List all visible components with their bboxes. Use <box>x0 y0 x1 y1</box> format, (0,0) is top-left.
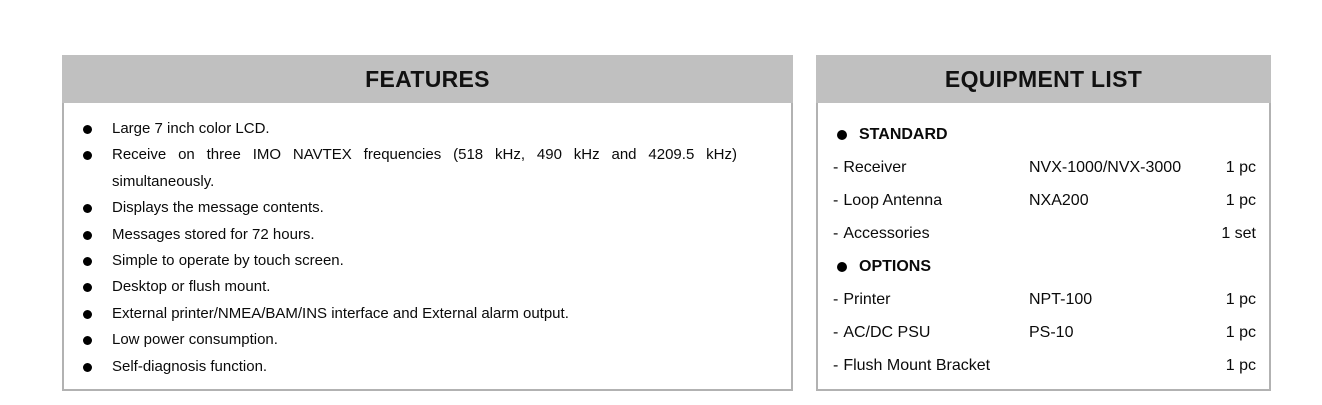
feature-item <box>64 195 771 221</box>
item-dash: - <box>833 224 839 242</box>
feature-text: Low power consumption. <box>112 331 278 349</box>
item-qty: 1 pc <box>1225 191 1256 209</box>
item-qty: 1 pc <box>1225 158 1256 176</box>
item-name-cell <box>833 159 1029 177</box>
item-name-cell <box>833 291 1029 309</box>
features-header <box>62 55 793 103</box>
feature-item <box>64 301 771 327</box>
feature-item <box>64 142 771 195</box>
feature-text: Large 7 inch color LCD. <box>112 120 270 137</box>
equipment-section-standard <box>833 118 1256 151</box>
bullet-icon <box>83 336 92 345</box>
bullet-icon <box>83 231 92 240</box>
feature-text: Simple to operate by touch screen. <box>112 252 344 270</box>
feature-text: Receive on three IMO NAVTEX frequencies (518 kHz, 490 kHz and 4209.5 kHz) simultaneously. <box>112 146 737 190</box>
bullet-icon <box>83 151 92 160</box>
equipment-row <box>833 349 1256 382</box>
item-name: Accessories <box>843 224 930 242</box>
features-list <box>64 116 771 380</box>
item-dash: - <box>833 356 839 374</box>
equipment-body <box>816 103 1271 391</box>
item-model: NXA200 <box>1029 191 1089 209</box>
bullet-icon <box>83 257 92 266</box>
equipment-row <box>833 151 1256 184</box>
item-name: AC/DC PSU <box>843 323 931 341</box>
item-name: Receiver <box>843 158 907 176</box>
item-qty: 1 set <box>1221 224 1256 242</box>
bullet-icon <box>83 283 92 292</box>
item-qty: 1 pc <box>1225 290 1256 308</box>
bullet-icon <box>83 363 92 372</box>
feature-item <box>64 354 771 380</box>
item-name: Printer <box>843 290 891 308</box>
equipment-row <box>833 283 1256 316</box>
item-dash: - <box>833 158 839 176</box>
item-name-cell <box>833 192 1029 210</box>
bullet-icon <box>83 204 92 213</box>
features-panel <box>62 55 793 391</box>
equipment-section-options <box>833 250 1256 283</box>
feature-text: Desktop or flush mount. <box>112 278 271 296</box>
equipment-header <box>816 55 1271 103</box>
item-qty: 1 pc <box>1225 323 1256 341</box>
feature-item <box>64 327 771 353</box>
equipment-panel <box>816 55 1271 391</box>
equipment-title: EQUIPMENT LIST <box>944 65 1143 92</box>
section-label: OPTIONS <box>859 257 932 275</box>
features-body <box>62 103 793 391</box>
section-label: STANDARD <box>859 125 948 143</box>
feature-item <box>64 116 771 142</box>
item-name-cell <box>833 225 1029 243</box>
feature-text: Messages stored for 72 hours. <box>112 225 315 243</box>
equipment-row <box>833 217 1256 250</box>
features-title: FEATURES <box>365 65 490 92</box>
item-dash: - <box>833 323 839 341</box>
bullet-icon <box>837 130 847 140</box>
bullet-icon <box>83 310 92 319</box>
item-model: NPT-100 <box>1029 290 1093 308</box>
item-name: Loop Antenna <box>843 191 943 209</box>
bullet-icon <box>837 262 847 272</box>
feature-text: Self-diagnosis function. <box>112 357 268 375</box>
equipment-row <box>833 184 1256 217</box>
equipment-row <box>833 316 1256 349</box>
item-model: PS-10 <box>1029 323 1074 341</box>
feature-item <box>64 222 771 248</box>
item-dash: - <box>833 290 839 308</box>
feature-item <box>64 274 771 300</box>
item-name-cell <box>833 357 1029 375</box>
item-name: Flush Mount Bracket <box>843 356 991 374</box>
feature-item <box>64 248 771 274</box>
item-model: NVX-1000/NVX-3000 <box>1029 158 1182 176</box>
feature-text: External printer/NMEA/BAM/INS interface and External alarm output. <box>112 304 569 322</box>
item-qty: 1 pc <box>1225 356 1256 374</box>
feature-text: Displays the message contents. <box>112 199 324 217</box>
item-name-cell <box>833 324 1029 342</box>
bullet-icon <box>83 125 92 134</box>
item-dash: - <box>833 191 839 209</box>
